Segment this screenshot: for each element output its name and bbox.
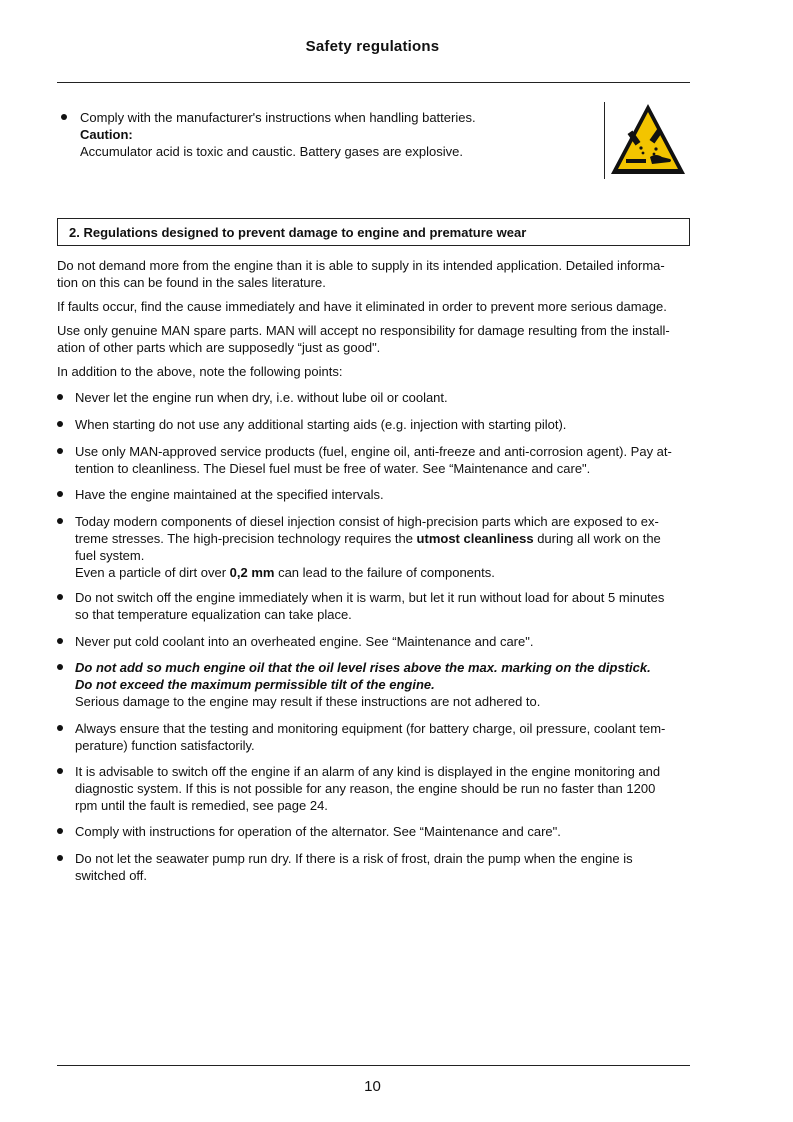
bullet-marker [57,664,63,670]
bullet-marker [57,638,63,644]
intro-paragraph: If faults occur, find the cause immediately and have it eliminated in order to prevent more serious damage. [57,299,667,314]
list-item: Today modern components of diesel injection consist of high-precision parts which are exposed to ex- treme stresses. The high-precision technology requires the utmost cleanliness during all work on the fuel system. Even a particle of dirt over 0,2 mm can lead to the failure of components. [75,514,661,580]
bullet-marker [57,828,63,834]
warning-divider [604,102,605,179]
battery-bullet-text: Comply with the manufacturer's instructions when handling batteries. [80,110,476,125]
list-item: Always ensure that the testing and monitoring equipment (for battery charge, oil pressure, coolant tem- perature) function satisfactorily. [75,721,666,753]
intro-paragraph: Do not demand more from the engine than it is able to supply in its intended application. Detailed informa- tion on this can be found in the sales literature. [57,258,665,290]
bullet-marker [57,448,63,454]
bullet-marker [57,725,63,731]
bullet-marker [57,594,63,600]
list-item: Do not add so much engine oil that the oil level rises above the max. marking on the dipstick. Do not exceed the maximum permissible tilt of the engine. Serious damage to the engine may result if these instructions are not adhered to. [75,660,651,709]
bullet-marker [61,114,67,120]
caution-text: Accumulator acid is toxic and caustic. Battery gases are explosive. [80,144,463,159]
list-item: Have the engine maintained at the specified intervals. [75,487,384,502]
page-number: 10 [364,1078,381,1095]
caution-label: Caution: [80,127,133,142]
list-item: Never let the engine run when dry, i.e. without lube oil or coolant. [75,390,448,405]
corrosive-hazard-icon [609,101,687,180]
footer-rule [57,1065,690,1066]
bullet-marker [57,855,63,861]
section-heading-box [57,218,690,246]
intro-paragraph: In addition to the above, note the following points: [57,364,343,379]
list-item: When starting do not use any additional starting aids (e.g. injection with starting pilot). [75,417,567,432]
list-item: Comply with instructions for operation of the alternator. See “Maintenance and care". [75,824,561,839]
bullet-marker [57,421,63,427]
bullet-marker [57,768,63,774]
page-title: Safety regulations [305,38,440,55]
list-item: Do not let the seawater pump run dry. If there is a risk of frost, drain the pump when the engine is switched off. [75,851,633,883]
bullet-marker [57,491,63,497]
list-item: It is advisable to switch off the engine if an alarm of any kind is displayed in the engine monitoring and diagnostic system. If this is not possible for any reason, the engine should be run no faster than 1200 rpm until the fault is remedied, see page 24. [75,764,661,813]
header-rule [57,82,690,83]
intro-paragraph: Use only genuine MAN spare parts. MAN will accept no responsibility for damage resulting from the install- ation of other parts which are supposedly “just as good". [57,323,670,355]
bullet-marker [57,394,63,400]
list-item: Do not switch off the engine immediately when it is warm, but let it run without load for about 5 minutes so that temperature equalization can take place. [75,590,665,622]
bullet-marker [57,518,63,524]
list-item: Never put cold coolant into an overheated engine. See “Maintenance and care". [75,634,534,649]
section-heading: 2. Regulations designed to prevent damage to engine and premature wear [69,225,527,240]
list-item: Use only MAN-approved service products (fuel, engine oil, anti-freeze and anti-corrosion agent). Pay at- tention to cleanliness. The Diesel fuel must be free of water. See “Maintenance and care". [75,444,672,476]
